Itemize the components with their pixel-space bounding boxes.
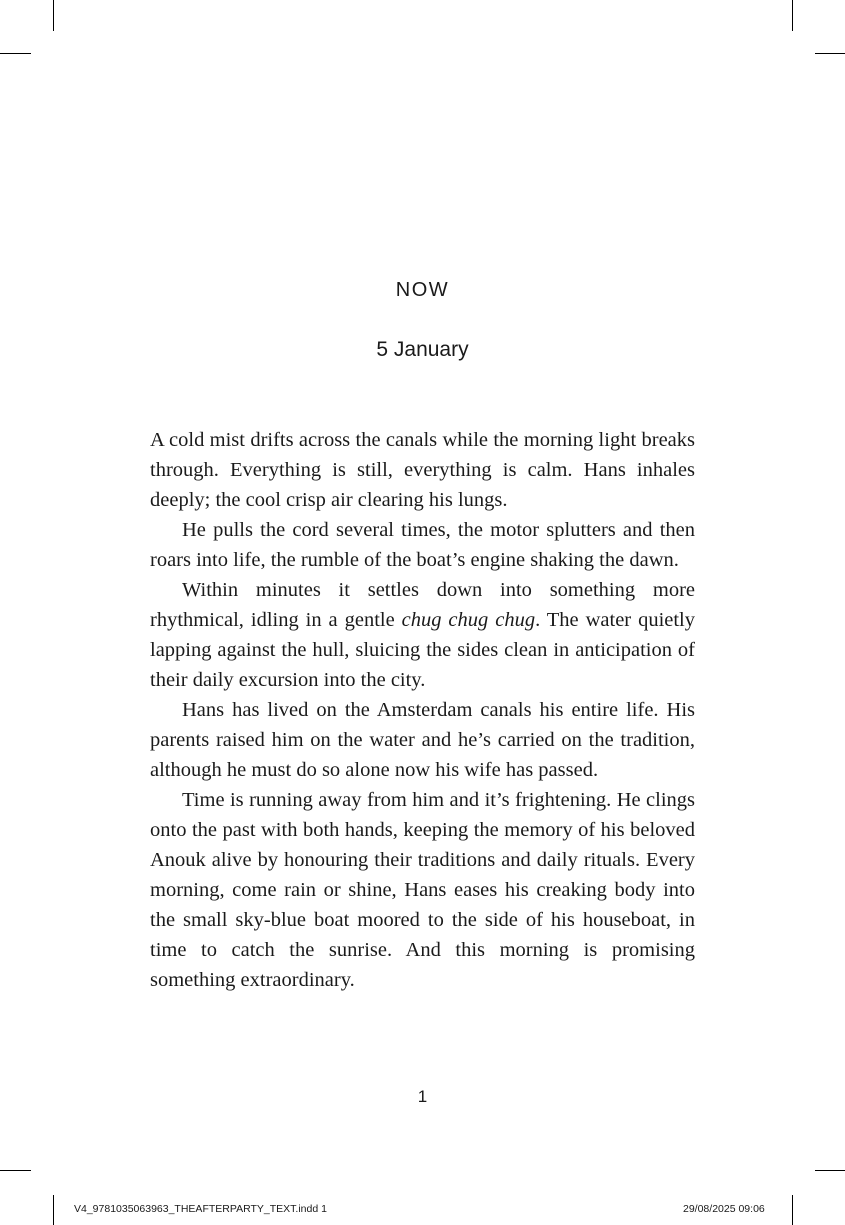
body-paragraph [150,515,695,575]
body-paragraph [150,785,695,995]
section-label: NOW [395,279,450,301]
crop-mark-top-right-h [815,53,845,54]
chapter-body-text [150,425,695,995]
crop-mark-bottom-left-h [0,1170,31,1171]
crop-mark-bottom-left [53,1195,54,1225]
page-number: 1 [417,1087,428,1106]
crop-mark-bottom-right-h [815,1170,845,1171]
body-paragraph [150,425,695,515]
italic-text-run: chug chug chug [401,609,536,631]
text-run: . The water quietly lapping against the hull, sluicing the sides clean in anticipation of their daily excursion into the city. [150,609,695,691]
chapter-date: 5 January [376,338,469,361]
text-run: Hans has lived on the Amsterdam canals his entire life. His parents raised him on the water and he’s carried on the tradition, although he must do so alone now his wife has passed. [150,699,695,781]
text-run: A cold mist drifts across the canals while the morning light breaks through. Everything is still, everything is calm. Hans inhales deeply; the cool crisp air clearing his lungs. [150,429,695,511]
body-paragraph [150,575,695,695]
crop-mark-top-left-h [0,53,31,54]
crop-mark-top-right [792,0,793,31]
slug-date-time: 29/08/2025 09:06 [683,1203,765,1215]
body-paragraph [150,695,695,785]
crop-mark-top-left [53,0,54,31]
text-run: He pulls the cord several times, the motor splutters and then roars into life, the rumble of the boat’s engine shaking the dawn. [150,519,695,571]
text-run: Within minutes it settles down into something more rhythmical, idling in a gentle [150,579,695,631]
text-run: Time is running away from him and it’s frightening. He clings onto the past with both hands, keeping the memory of his beloved Anouk alive by honouring their traditions and daily rituals. Every morning, come rain or shine, Hans eases his creaking body into the small sky-blue boat moored to the side of his houseboat, in time to catch the sunrise. And this morning is promising something extraordinary. [150,789,695,991]
crop-mark-bottom-right [792,1195,793,1225]
slug-file-name: V4_9781035063963_THEAFTERPARTY_TEXT.indd 1 [74,1203,327,1215]
